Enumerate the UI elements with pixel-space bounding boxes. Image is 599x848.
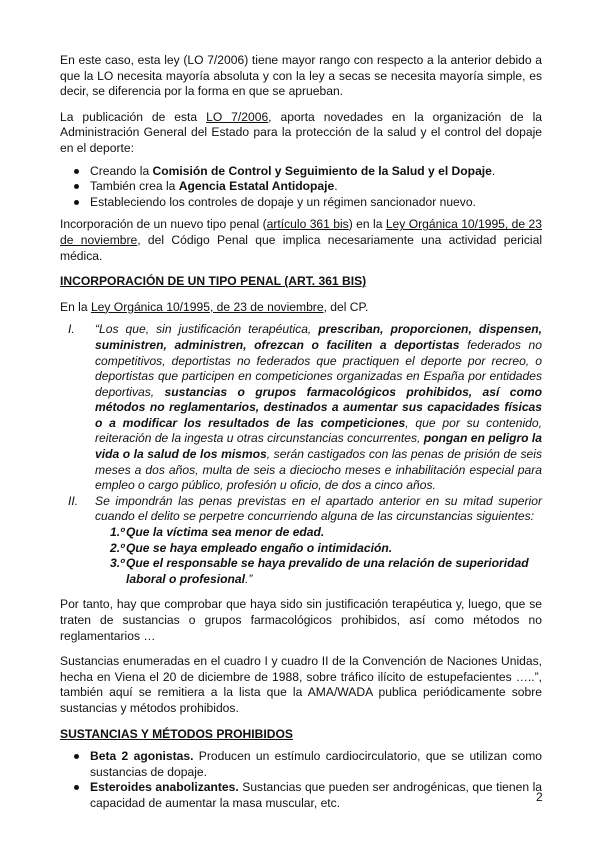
- circumstance-item: 1.º Que la víctima sea menor de edad.: [110, 525, 325, 540]
- sustancias-list: [60, 749, 542, 811]
- list-item: Creando la Comisión de Control y Seguimiento de la Salud y el Dopaje.: [60, 164, 542, 180]
- circumstance-item: 2.º Que se haya empleado engaño o intimidación.: [110, 540, 393, 555]
- bullet-icon: [74, 785, 79, 790]
- novedades-list: [60, 164, 542, 211]
- document-page: [60, 53, 542, 812]
- page-number: 2: [536, 790, 543, 804]
- law-clause-ii: Se impondrán las penas previstas en el apartado anterior en su mitad superior cuando el delito se perpetre concurriendo alguna de las circunstancias siguientes:: [95, 493, 542, 524]
- roman-numeral-i: I.: [68, 322, 75, 337]
- circumstance-item: 3.º Que el responsable se haya prevalido de una relación de superioridad laboral o profesional.”: [110, 556, 529, 586]
- paragraph-por-tanto: Por tanto, hay que comprobar que haya sido sin justificación terapéutica y, luego, que se traten de sustancias o grupos farmacológicos prohibidos, así como métodos no reglamentarios …: [60, 597, 542, 643]
- text-segment: La publicación de esta: [60, 109, 207, 124]
- law-quote-block: [60, 322, 542, 494]
- bullet-icon: [74, 200, 79, 205]
- section-heading-sustancias: SUSTANCIAS Y MÉTODOS PROHIBIDOS: [60, 726, 293, 741]
- section-heading-tipo-penal: INCORPORACIÓN DE UN TIPO PENAL (ART. 361 BIS): [60, 274, 367, 289]
- text-segment: , aporta novedades en la organización de la Administración General del Estado para la protección de la salud y el control del dopaje en el deporte:: [60, 109, 542, 155]
- paragraph-en-la-ley: En la Ley Orgánica 10/1995, de 23 de noviembre, del CP.: [60, 299, 369, 314]
- paragraph-sustancias-enumeradas: Sustancias enumeradas en el cuadro I y cuadro II de la Convención de Naciones Unidas, hecha en Viena el 20 de diciembre de 1988, sobre tráfico ilícito de estupefacientes …..”, también aquí se remitiera a la lista que la AMA/WADA publica periódicamente sobre sustancias y métodos prohibidos.: [60, 654, 542, 715]
- list-item: Estableciendo los controles de dopaje y un régimen sancionador nuevo.: [60, 195, 542, 211]
- paragraph-incorporacion: Incorporación de un nuevo tipo penal (artículo 361 bis) en la Ley Orgánica 10/1995, de 23 de noviembre, del Código Penal que implica necesariamente una actividad pericial médica.: [60, 217, 543, 263]
- link-articulo-361-bis[interactable]: artículo 361 bis: [266, 217, 349, 232]
- link-ley-organica-10-1995[interactable]: Ley Orgánica 10/1995, de 23 de noviembre: [60, 217, 542, 247]
- paragraph-lo-rango: En este caso, esta ley (LO 7/2006) tiene mayor rango con respecto a la anterior debido a que la LO necesita mayoría absoluta y con la ley a secas se necesita mayoría simple, es decir, se diferencia por la forma en que se aprueban.: [60, 53, 542, 99]
- bullet-icon: [74, 184, 79, 189]
- bullet-icon: [74, 754, 79, 759]
- list-item: También crea la Agencia Estatal Antidopaje.: [60, 179, 542, 195]
- list-item: Esteroides anabolizantes. Sustancias que pueden ser androgénicas, que tienen la capacidad de aumentar la masa muscular, etc.: [60, 780, 542, 811]
- bullet-icon: [74, 169, 79, 174]
- link-lo-7-2006[interactable]: LO 7/2006: [206, 109, 269, 124]
- roman-numeral-ii: II.: [68, 493, 79, 508]
- link-ley-organica-10-1995-cp[interactable]: Ley Orgánica 10/1995, de 23 de noviembre: [90, 299, 324, 314]
- law-clause-i: “Los que, sin justificación terapéutica, prescriban, proporcionen, dispensen, suministren, administren, ofrezcan o faciliten a deportistas federados no competitivos, deportistas no federados que practiquen el deporte por recreo, o deportistas que participen en competiciones organizadas en España por entidades deportivas, sustancias o grupos farmacológicos prohibidos, así como métodos no reglamentarios, destinados a aumentar sus capacidades físicas o a modificar los resultados de las competiciones, que por su contenido, reiteración de la ingesta u otras circunstancias concurrentes, pongan en peligro la vida o la salud de los mismos, serán castigados con las penas de prisión de seis meses a dos años, multa de seis a dieciocho meses e inhabilitación especial para empleo o cargo público, profesión u oficio, de dos a cinco años.: [95, 322, 542, 493]
- law-quote-block-ii: [60, 494, 542, 525]
- list-item: Beta 2 agonistas. Producen un estímulo cardiocirculatorio, que se utilizan como sustancias de dopaje.: [60, 749, 542, 780]
- paragraph-publicacion: [60, 110, 542, 157]
